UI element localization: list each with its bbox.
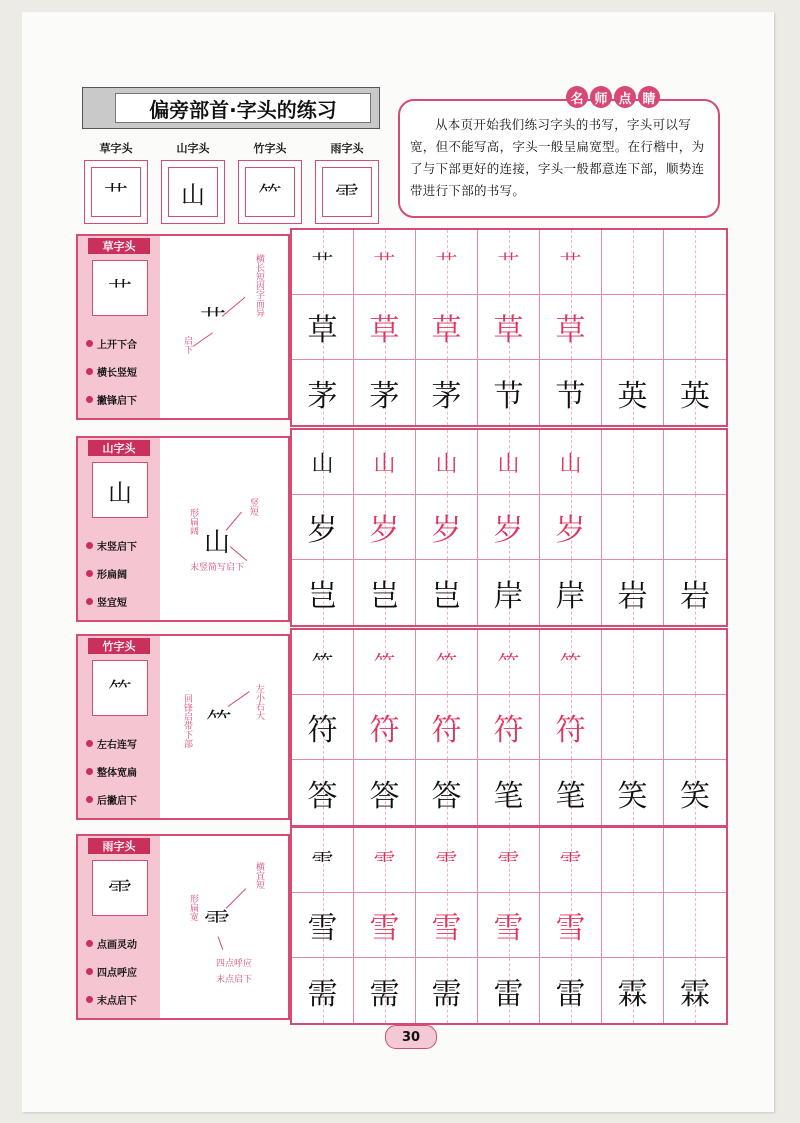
bullet-item	[86, 764, 137, 779]
grid-cell	[416, 495, 478, 560]
grid-cell	[478, 360, 540, 425]
radical-glyph: 山	[168, 167, 218, 217]
grid-char: 岂	[369, 578, 400, 614]
grid-char: 草	[555, 313, 586, 348]
section-left-panel	[76, 634, 290, 820]
bullet-dot	[86, 968, 93, 975]
bullet-item	[86, 736, 137, 751]
bullet-text: 末点启下	[97, 996, 137, 1007]
grid-char: 节	[493, 378, 524, 414]
grid-char: 答	[431, 778, 462, 814]
grid-char: 符	[369, 713, 400, 748]
grid-char: 岁	[307, 513, 338, 548]
grid-char: 山	[435, 451, 458, 477]
grid-char: ⺮	[497, 651, 520, 677]
annotation-line	[226, 888, 247, 909]
tip-header-char: 睛	[638, 86, 660, 108]
grid-char: 符	[431, 713, 462, 748]
grid-cell	[602, 893, 664, 958]
grid-char: 岩	[680, 578, 710, 614]
bullet-dot	[86, 996, 93, 1003]
grid-char: 艹	[311, 251, 334, 277]
grid-char: 艹	[373, 251, 396, 277]
grid-cell	[292, 430, 354, 495]
grid-cell	[664, 495, 726, 560]
demo-glyph: 艹	[200, 306, 227, 336]
section-left-panel	[76, 834, 290, 1020]
radical-label: 山字头	[176, 142, 210, 155]
grid-char: 雷	[493, 976, 524, 1012]
radical-1	[84, 140, 148, 224]
grid-cell	[602, 295, 664, 360]
tip-header-char: 师	[590, 86, 612, 108]
grid-cell	[540, 828, 602, 893]
grid-cell	[478, 828, 540, 893]
grid-cell	[540, 760, 602, 825]
grid-cell	[478, 295, 540, 360]
bullet-text: 整体宽扁	[97, 768, 137, 779]
grid-char: 岁	[431, 513, 462, 548]
bullet-item	[86, 566, 127, 581]
bullet-dot	[86, 368, 93, 375]
grid-cell	[540, 430, 602, 495]
grid-char: ⺮	[559, 651, 582, 677]
grid-cell	[478, 695, 540, 760]
grid-cell	[354, 828, 416, 893]
radical-glyph: 艹	[91, 167, 141, 217]
grid-char: 需	[431, 976, 462, 1012]
note-right: 横宜短	[254, 862, 264, 889]
grid-cell	[292, 230, 354, 295]
grid-cell	[292, 495, 354, 560]
grid-char: 草	[307, 313, 338, 348]
demo-glyph: ⻗	[204, 908, 231, 938]
grid-cell	[354, 560, 416, 625]
bullet-text: 撇锋启下	[97, 396, 137, 407]
section-left-panel	[76, 234, 290, 420]
grid-char: 需	[369, 976, 400, 1012]
grid-cell	[664, 958, 726, 1023]
grid-cell	[664, 295, 726, 360]
grid-cell	[416, 958, 478, 1023]
radical-box	[84, 160, 148, 224]
grid-char: 艹	[497, 251, 520, 277]
grid-cell	[664, 230, 726, 295]
radical-label: 雨字头	[330, 142, 364, 155]
grid-char: ⻗	[373, 849, 396, 875]
grid-char: 霖	[617, 976, 648, 1012]
grid-char: 茅	[431, 378, 462, 414]
grid-cell	[602, 630, 664, 695]
grid-char: 岸	[555, 578, 586, 614]
bullet-dot	[86, 768, 93, 775]
bullet-text: 后撇启下	[97, 796, 137, 807]
grid-cell	[478, 893, 540, 958]
grid-char: 雪	[555, 911, 586, 946]
grid-char: 笑	[680, 778, 710, 814]
grid-cell	[664, 360, 726, 425]
grid-cell	[292, 695, 354, 760]
grid-cell	[416, 695, 478, 760]
grid-cell	[602, 230, 664, 295]
bullet-item	[86, 594, 127, 609]
radical-label: 草字头	[99, 142, 133, 155]
grid-char: 雷	[555, 976, 586, 1012]
bullet-text: 形扁阔	[97, 570, 127, 581]
grid-cell	[664, 560, 726, 625]
section-glyph: ⻗	[92, 860, 148, 916]
grid-cell	[354, 495, 416, 560]
section-label: 山字头	[88, 440, 150, 456]
grid-cell	[416, 560, 478, 625]
grid-cell	[416, 230, 478, 295]
grid-char: 英	[617, 378, 648, 414]
grid-cell	[354, 760, 416, 825]
bullet-dot	[86, 940, 93, 947]
annotation-line	[230, 546, 247, 561]
grid-char: ⺮	[435, 651, 458, 677]
note-below: 启下	[182, 336, 192, 354]
note-left: 形扁阔	[188, 508, 198, 535]
grid-cell	[602, 495, 664, 560]
grid-cell	[292, 958, 354, 1023]
practice-grid	[290, 826, 728, 1025]
grid-cell	[416, 630, 478, 695]
section-glyph: ⺮	[92, 660, 148, 716]
section-label: 雨字头	[88, 838, 150, 854]
grid-cell	[478, 495, 540, 560]
practice-grid	[290, 628, 728, 827]
grid-char: 山	[311, 451, 334, 477]
bullet-dot	[86, 740, 93, 747]
note-below: 末点启下	[216, 975, 253, 985]
grid-cell	[292, 893, 354, 958]
grid-char: 雪	[307, 911, 338, 946]
bullet-text: 四点呼应	[97, 968, 137, 979]
grid-cell	[664, 430, 726, 495]
grid-cell	[664, 893, 726, 958]
tip-header-char: 点	[614, 86, 636, 108]
grid-cell	[416, 893, 478, 958]
grid-char: 艹	[435, 251, 458, 277]
bullet-item	[86, 936, 137, 951]
demo-glyph: 山	[204, 528, 231, 558]
bullet-item	[86, 964, 137, 979]
grid-char: ⻗	[559, 849, 582, 875]
radical-box	[161, 160, 225, 224]
grid-cell	[416, 430, 478, 495]
grid-cell	[354, 295, 416, 360]
grid-char: 岁	[555, 513, 586, 548]
grid-cell	[292, 828, 354, 893]
bullet-text: 点画灵动	[97, 940, 137, 951]
title-banner	[82, 87, 380, 129]
grid-cell	[354, 430, 416, 495]
tip-text: 从本页开始我们练习字头的书写，字头可以写宽，但不能写高，字头一般呈扁宽型。在行楷中，为了与下部更好的连接，字头一般都意连下部，顺势连带进行下部的书写。	[410, 117, 705, 198]
radical-2	[161, 140, 225, 224]
bullet-item	[86, 538, 137, 553]
grid-cell	[540, 630, 602, 695]
grid-cell	[292, 630, 354, 695]
section-left-panel	[76, 436, 290, 622]
grid-char: 笔	[493, 778, 524, 814]
grid-char: 雪	[431, 911, 462, 946]
bullet-item	[86, 364, 137, 379]
grid-char: 艹	[559, 251, 582, 277]
grid-char: 答	[307, 778, 338, 814]
grid-cell	[602, 430, 664, 495]
grid-cell	[354, 695, 416, 760]
note-left: 回锋启带下部	[182, 694, 192, 748]
grid-cell	[478, 630, 540, 695]
tip-header	[566, 86, 660, 108]
grid-cell	[416, 828, 478, 893]
grid-char: 符	[493, 713, 524, 748]
radical-label: 竹字头	[253, 142, 287, 155]
grid-cell	[540, 695, 602, 760]
note-right: 竖短	[248, 498, 258, 516]
grid-char: 草	[493, 313, 524, 348]
bullet-item	[86, 392, 137, 407]
grid-cell	[540, 230, 602, 295]
grid-char: 草	[369, 313, 400, 348]
bullet-item	[86, 336, 137, 351]
annotation-line	[228, 691, 250, 707]
bullet-dot	[86, 340, 93, 347]
grid-char: 符	[307, 713, 338, 748]
grid-cell	[478, 230, 540, 295]
radical-3	[238, 140, 302, 224]
grid-cell	[292, 295, 354, 360]
page-number: 30	[385, 1025, 437, 1049]
grid-cell	[292, 360, 354, 425]
grid-cell	[354, 893, 416, 958]
bullet-dot	[86, 542, 93, 549]
grid-char: 岂	[431, 578, 462, 614]
grid-char: ⺮	[311, 651, 334, 677]
tip-header-char: 名	[566, 86, 588, 108]
grid-cell	[354, 230, 416, 295]
practice-grid	[290, 428, 728, 627]
grid-cell	[664, 760, 726, 825]
grid-cell	[540, 295, 602, 360]
grid-char: 需	[307, 976, 338, 1012]
grid-cell	[354, 958, 416, 1023]
bullet-item	[86, 992, 137, 1007]
radical-4	[315, 140, 379, 224]
grid-cell	[292, 560, 354, 625]
grid-char: ⺮	[373, 651, 396, 677]
grid-cell	[540, 893, 602, 958]
grid-cell	[292, 760, 354, 825]
grid-cell	[664, 630, 726, 695]
radical-box	[315, 160, 379, 224]
grid-cell	[416, 360, 478, 425]
grid-cell	[478, 430, 540, 495]
grid-char: 岩	[617, 578, 648, 614]
demo-glyph: ⺮	[206, 708, 233, 738]
grid-char: ⻗	[311, 849, 334, 875]
practice-grid	[290, 228, 728, 427]
grid-char: 霖	[680, 976, 710, 1012]
grid-cell	[354, 630, 416, 695]
note-left: 形扁宽	[188, 894, 198, 921]
grid-cell	[664, 695, 726, 760]
section-label: 草字头	[88, 238, 150, 254]
grid-cell	[602, 695, 664, 760]
grid-char: ⻗	[435, 849, 458, 875]
radical-box	[238, 160, 302, 224]
grid-cell	[602, 560, 664, 625]
note-below: 四点呼应	[216, 959, 253, 969]
grid-cell	[602, 360, 664, 425]
grid-cell	[540, 958, 602, 1023]
grid-char: 岁	[493, 513, 524, 548]
grid-char: 雪	[493, 911, 524, 946]
bullet-text: 竖宜短	[97, 598, 127, 609]
grid-cell	[540, 560, 602, 625]
radicals-row	[84, 140, 379, 224]
grid-char: 岁	[369, 513, 400, 548]
grid-char: 岂	[307, 578, 338, 614]
grid-char: 山	[497, 451, 520, 477]
grid-cell	[664, 828, 726, 893]
grid-char: 雪	[369, 911, 400, 946]
grid-cell	[602, 760, 664, 825]
radical-glyph: ⻗	[322, 167, 372, 217]
grid-char: 山	[559, 451, 582, 477]
bullet-dot	[86, 796, 93, 803]
grid-cell	[416, 295, 478, 360]
radical-glyph: ⺮	[245, 167, 295, 217]
grid-char: 英	[680, 378, 710, 414]
grid-cell	[478, 958, 540, 1023]
grid-char: 节	[555, 378, 586, 414]
grid-cell	[540, 495, 602, 560]
grid-cell	[354, 360, 416, 425]
bullet-text: 横长竖短	[97, 368, 137, 379]
section-glyph: 山	[92, 462, 148, 518]
bullet-item	[86, 792, 137, 807]
grid-cell	[540, 360, 602, 425]
grid-char: 符	[555, 713, 586, 748]
bullet-dot	[86, 570, 93, 577]
grid-cell	[602, 958, 664, 1023]
bullet-text: 末竖启下	[97, 542, 137, 553]
page-title: 偏旁部首·字头的练习	[115, 93, 371, 123]
note-right: 左小右大	[254, 684, 264, 720]
grid-char: 答	[369, 778, 400, 814]
bullet-dot	[86, 396, 93, 403]
grid-cell	[478, 560, 540, 625]
note-below: 末竖简写启下	[190, 563, 245, 573]
grid-char: 草	[431, 313, 462, 348]
grid-char: 岸	[493, 578, 524, 614]
grid-char: ⻗	[497, 849, 520, 875]
section-label: 竹字头	[88, 638, 150, 654]
bullet-text: 上开下合	[97, 340, 137, 351]
grid-char: 笔	[555, 778, 586, 814]
grid-cell	[602, 828, 664, 893]
grid-char: 茅	[369, 378, 400, 414]
bullet-text: 左右连写	[97, 740, 137, 751]
grid-char: 茅	[307, 378, 338, 414]
bullet-dot	[86, 598, 93, 605]
grid-cell	[478, 760, 540, 825]
grid-char: 笑	[617, 778, 648, 814]
note-right: 横长短因字而异	[254, 254, 264, 317]
grid-char: 山	[373, 451, 396, 477]
grid-cell	[416, 760, 478, 825]
section-glyph: 艹	[92, 260, 148, 316]
